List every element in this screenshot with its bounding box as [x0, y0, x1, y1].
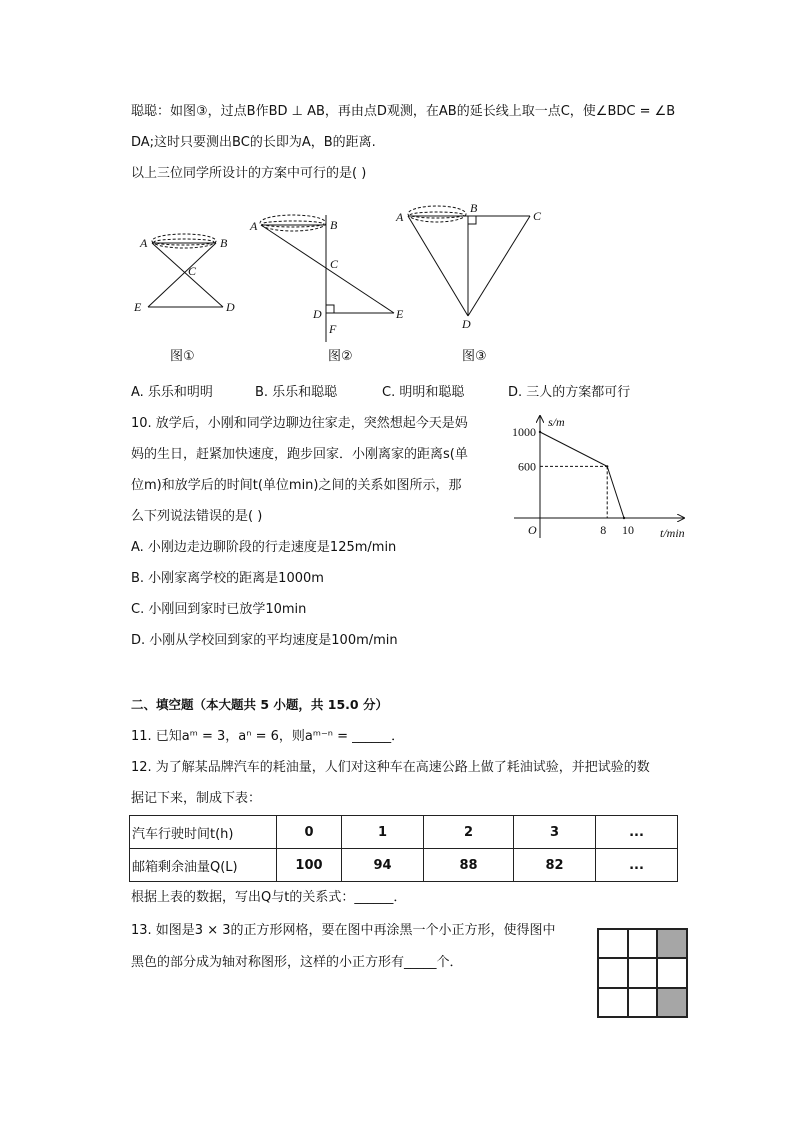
- chart-series-line: [540, 432, 624, 518]
- fig1-label-d: D: [226, 300, 235, 314]
- fig2-label-f: F: [329, 322, 337, 336]
- question-9-prompt: 以上三位同学所设计的方案中可行的是( ): [131, 166, 367, 181]
- grid-cell: [598, 958, 628, 987]
- q9-option-d: D. 三人的方案都可行: [508, 385, 631, 400]
- q10-option-c: C. 小刚回到家时已放学10min: [131, 602, 307, 617]
- q9-option-c: C. 明明和聪聪: [382, 385, 465, 400]
- chart-y-axis-label: s/m: [548, 415, 565, 429]
- fig3-label-a: A: [396, 210, 404, 224]
- table-row: [130, 816, 678, 849]
- chart-x-tick-label: 10: [622, 523, 634, 537]
- table-cell: 1: [342, 816, 424, 849]
- chart-data-point: [623, 517, 625, 519]
- table-cell: 2: [424, 816, 514, 849]
- q13-line-1: 13. 如图是3 × 3的正方形网格，要在图中再涂黑一个小正方形，使得图中: [131, 923, 556, 938]
- fig3-segment-cd: [468, 216, 530, 316]
- fig1-label-b: B: [220, 236, 228, 250]
- q10-line-4: 么下列说法错误的是( ): [131, 509, 263, 524]
- fig2-label-e: E: [396, 307, 404, 321]
- fig1-pond-outline: [152, 234, 216, 248]
- grid-cell: [628, 988, 658, 1017]
- grid-cell: [628, 929, 658, 958]
- table-cell: ...: [596, 816, 678, 849]
- square-grid-3x3: [597, 928, 688, 1018]
- table-cell: 100: [277, 849, 342, 882]
- q10-line-3: 位m)和放学后的时间t(单位min)之间的关系如图所示，那: [131, 478, 462, 493]
- table-cell: 82: [514, 849, 596, 882]
- intro-line-1: 聪聪：如图③，过点B作BD ⊥ AB，再由点D观测，在AB的延长线上取一点C，使∠BDC = ∠B: [131, 104, 676, 119]
- q11-text: 11. 已知aᵐ = 3，aⁿ = 6，则aᵐ⁻ⁿ = ______．: [131, 729, 405, 744]
- distance-time-chart: [500, 410, 700, 545]
- figure-2: [246, 205, 416, 375]
- table-header-time: 汽车行驶时间t(h): [130, 816, 277, 849]
- fig2-segment-ae: [261, 225, 394, 313]
- table-header-fuel: 邮箱剩余油量Q(L): [130, 849, 277, 882]
- intro-line-2: DA;这时只要测出BC的长即为A，B的距离.: [131, 135, 376, 150]
- q10-line-1: 10. 放学后，小刚和同学边聊边往家走，突然想起今天是妈: [131, 416, 468, 431]
- q9-option-b: B. 乐乐和聪聪: [255, 385, 338, 400]
- fig1-label-e: E: [134, 300, 142, 314]
- fig1-label-a: A: [140, 236, 148, 250]
- q12-answer-prompt: 根据上表的数据，写出Q与t的关系式：______．: [131, 890, 407, 905]
- table-cell: 0: [277, 816, 342, 849]
- q13-line-2: 黑色的部分成为轴对称图形，这样的小正方形有_____个．: [131, 955, 463, 970]
- q10-option-b: B. 小刚家离学校的距离是1000m: [131, 571, 324, 586]
- table-cell: ...: [596, 849, 678, 882]
- chart-x-axis-label: t/min: [660, 526, 685, 540]
- fig1-caption: 图①: [170, 349, 195, 364]
- fig2-pond-outline: [260, 215, 326, 231]
- q12-line-1: 12. 为了解某品牌汽车的耗油量，人们对这种车在高速公路上做了耗油试验，并把试验的数: [131, 760, 650, 775]
- fig1-label-c: C: [188, 264, 197, 278]
- fuel-table: [129, 815, 678, 882]
- q12-line-2: 据记下来，制成下表：: [131, 791, 262, 806]
- fig3-label-d: D: [462, 317, 471, 331]
- grid-cell: [598, 929, 628, 958]
- q10-option-a: A. 小刚边走边聊阶段的行走速度是125m/min: [131, 540, 397, 555]
- grid-cell: [628, 958, 658, 987]
- q10-option-d: D. 小刚从学校回到家的平均速度是100m/min: [131, 633, 398, 648]
- chart-data-point: [539, 431, 541, 433]
- figure-1: [128, 215, 238, 375]
- grid-cell: [598, 988, 628, 1017]
- q10-line-2: 妈的生日，赶紧加快速度，跑步回家．小刚离家的距离s(单: [131, 447, 468, 462]
- fig3-pond-outline: [408, 206, 466, 222]
- chart-y-tick-label: 1000: [512, 425, 536, 439]
- grid-cell: [657, 929, 687, 958]
- section-2-heading: 二、填空题（本大题共 5 小题，共 15.0 分）: [131, 697, 388, 712]
- chart-y-tick-label: 600: [518, 459, 536, 474]
- chart-origin-label: O: [528, 523, 537, 537]
- fig3-caption: 图③: [462, 349, 487, 364]
- fig2-label-a: A: [250, 219, 258, 233]
- question-9-options: [131, 382, 671, 404]
- chart-x-tick-label: 8: [600, 523, 607, 537]
- table-cell: 94: [342, 849, 424, 882]
- grid-cell: [657, 988, 687, 1017]
- fig3-label-c: C: [533, 209, 542, 223]
- table-cell: 3: [514, 816, 596, 849]
- table-row: [130, 849, 678, 882]
- fig2-label-d: D: [313, 307, 322, 321]
- figure-3: [392, 198, 552, 373]
- table-cell: 88: [424, 849, 514, 882]
- fig2-label-b: B: [330, 218, 338, 232]
- fig2-label-c: C: [330, 257, 339, 271]
- fig1-segment-be: [148, 243, 216, 307]
- fig3-segment-ad: [408, 216, 468, 316]
- fig3-label-b: B: [470, 201, 478, 215]
- q9-option-a: A. 乐乐和明明: [131, 385, 213, 400]
- grid-cell: [657, 958, 687, 987]
- fig2-caption: 图②: [328, 349, 353, 364]
